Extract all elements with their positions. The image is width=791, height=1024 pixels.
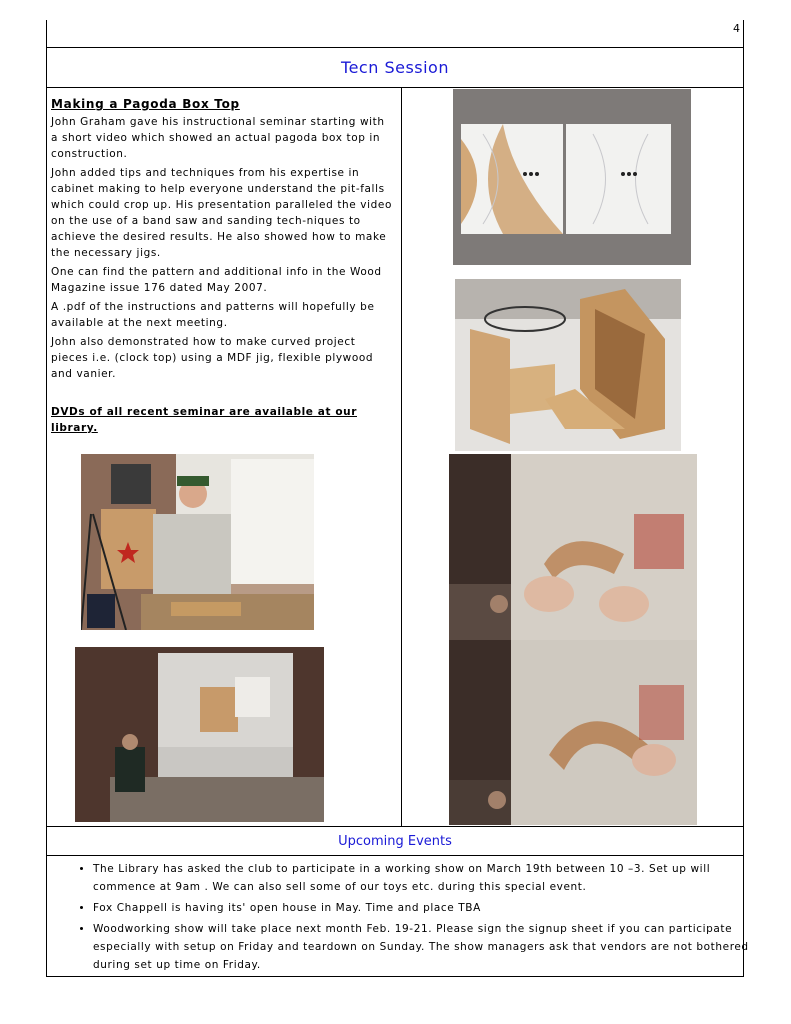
events-list xyxy=(69,860,753,977)
page-frame xyxy=(46,47,749,977)
photo-sanding-video-1 xyxy=(449,454,697,640)
article xyxy=(51,96,395,439)
photo-jigs xyxy=(455,279,681,451)
list-item: • Woodworking show will take place next month Feb. 19-21. Please sign the signup sheet if you can participate especially with setup on Friday and teardown on Sunday. The show managers ask that vendors are not bothered during set up time on Friday. xyxy=(93,920,753,974)
top-right-rule xyxy=(743,20,744,48)
article-paragraph: John added tips and techniques from his expertise in cabinet making to help everyone understand the pit-falls which could crop up. His presentation paralleled the video on the use of a band saw and sanding tech-niques to achieve the desired results. He also showed how to make the necessary jigs. xyxy=(51,167,392,259)
events-header xyxy=(47,827,743,856)
top-left-rule xyxy=(46,20,47,48)
photo-presenter xyxy=(81,454,314,630)
photo-patterns xyxy=(453,89,691,265)
photo-sanding-video-2 xyxy=(449,640,697,825)
article-paragraph: A .pdf of the instructions and patterns will hopefully be available at the next meeting. xyxy=(51,301,375,329)
column-divider xyxy=(401,87,402,826)
article-paragraph: One can find the pattern and additional info in the Wood Magazine issue 176 dated May 2007. xyxy=(51,266,382,294)
article-paragraph: John also demonstrated how to make curved project pieces i.e. (clock top) using a MDF jig, flexible plywood and vanier. xyxy=(51,336,374,380)
section-title: Tecn Session xyxy=(341,58,449,77)
dvd-note: DVDs of all recent seminar are available at our library. xyxy=(51,406,357,434)
list-item: • Fox Chappell is having its' open house in May. Time and place TBA xyxy=(93,899,753,917)
list-item: • The Library has asked the club to participate in a working show on March 19th between 10 –3. Set up will commence at 9am . We can also sell some of our toys etc. during this special event. xyxy=(93,860,753,896)
article-title: Making a Pagoda Box Top xyxy=(51,97,240,111)
page-number: 4 xyxy=(733,22,740,35)
section-header xyxy=(47,48,743,88)
photo-projection-screen xyxy=(75,647,324,822)
article-paragraph: John Graham gave his instructional seminar starting with a short video which showed an actual pagoda box top in construction. xyxy=(51,116,385,160)
events-title: Upcoming Events xyxy=(338,834,452,849)
